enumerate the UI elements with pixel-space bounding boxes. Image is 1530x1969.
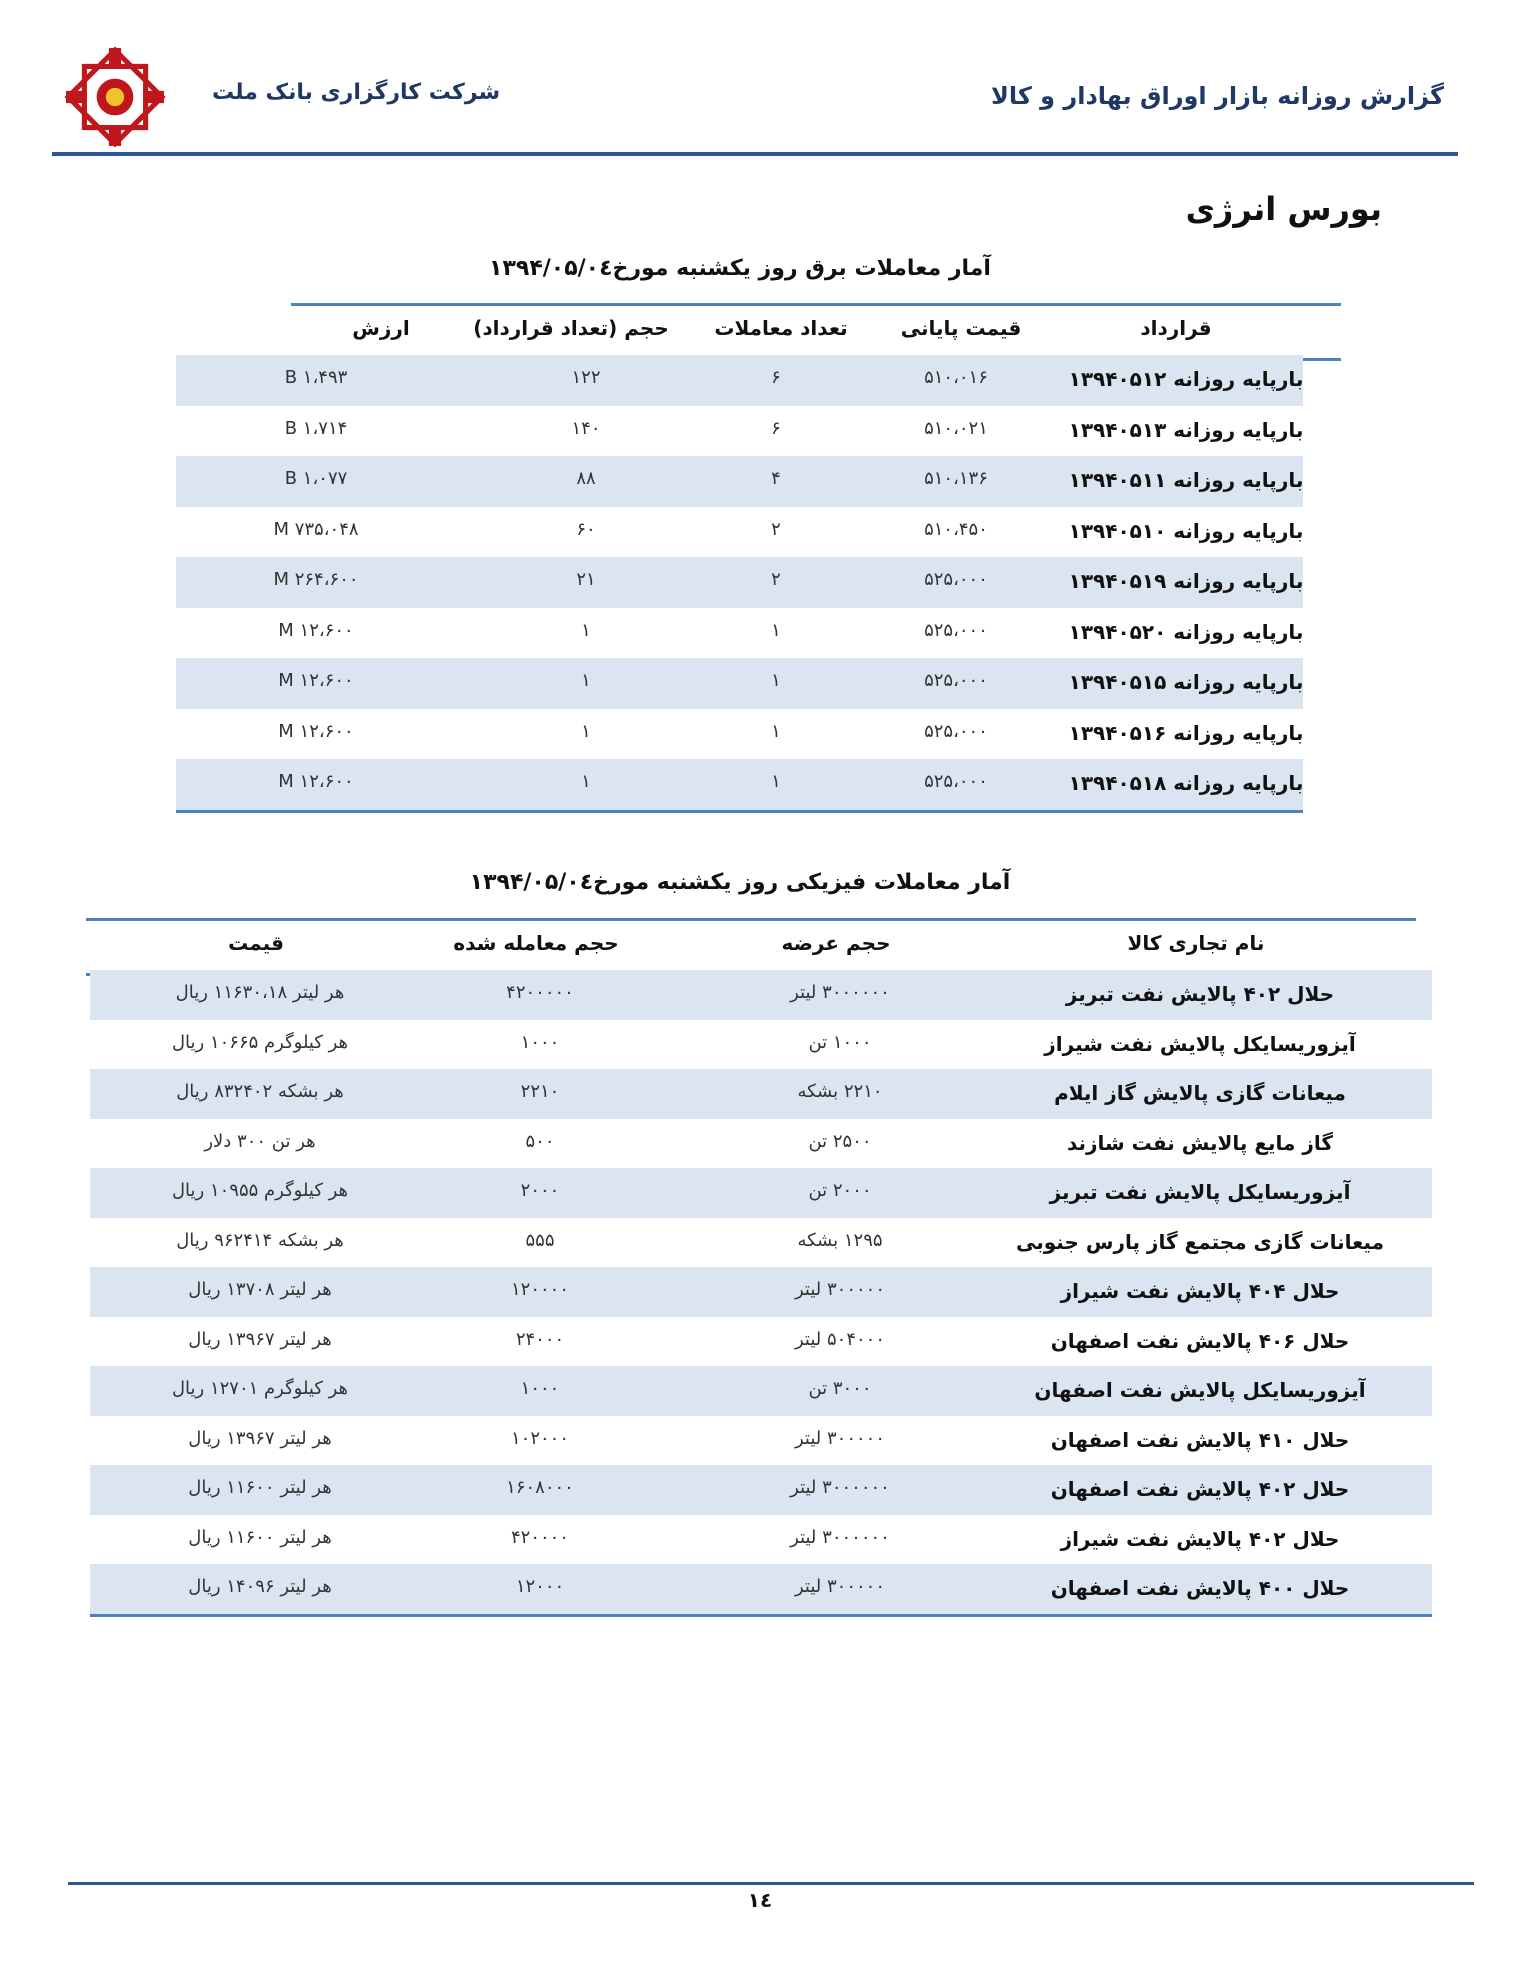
- value-cell: ۱،۰۷۷ B: [284, 468, 348, 489]
- value-cell: ۱۲،۶۰۰ M: [278, 619, 354, 641]
- electricity-table-title: آمار معاملات برق روز یکشنبه مورخ۱۳۹۴/۰۵/۰٤: [489, 256, 991, 281]
- supply-cell: ۳۰۰۰۰۰۰ لیتر: [790, 982, 890, 1003]
- contract-cell: بارپایه روزانه ۱۳۹۴۰۵۱۵: [1068, 670, 1304, 694]
- price-cell: هر لیتر ۱۴۰۹۶ ریال: [188, 1576, 332, 1597]
- commodity-cell: حلال ۴۱۰ پالایش نفت اصفهان: [1050, 1427, 1350, 1452]
- price-cell: هر بشکه ۹۶۲۴۱۴ ریال: [176, 1229, 344, 1251]
- volume-cell: ۲۱: [576, 569, 596, 590]
- supply-cell: ۳۰۰۰۰۰ لیتر: [794, 1576, 886, 1597]
- table-row: [90, 1366, 1432, 1416]
- table-row: [90, 1119, 1432, 1169]
- final-price-cell: ۵۲۵،۰۰۰: [924, 569, 988, 590]
- volume-cell: ۱۲۲: [571, 367, 601, 388]
- table-row: [90, 1168, 1432, 1218]
- traded-cell: ۴۲۰۰۰۰: [510, 1526, 569, 1548]
- supply-cell: ۲۰۰۰ تن: [808, 1180, 872, 1201]
- commodity-cell: آیزوریسایکل پالایش نفت شیراز: [1044, 1031, 1356, 1056]
- commodity-cell: حلال ۴۰۲ پالایش نفت تبریز: [1065, 982, 1335, 1006]
- final-price-cell: ۵۱۰،۴۵۰: [924, 518, 988, 540]
- value-cell: ۲۶۴،۶۰۰ M: [273, 569, 359, 590]
- supply-cell: ۲۵۰۰ تن: [808, 1130, 872, 1152]
- commodity-cell: آیزوریسایکل پالایش نفت اصفهان: [1034, 1378, 1366, 1402]
- price-cell: هر تن ۳۰۰ دلار: [204, 1130, 316, 1152]
- commodity-cell: حلال ۴۰۰ پالایش نفت اصفهان: [1050, 1576, 1350, 1600]
- table-row: [90, 1020, 1432, 1070]
- table-row: [90, 1069, 1432, 1119]
- contract-cell: بارپایه روزانه ۱۳۹۴۰۵۱۹: [1068, 569, 1304, 593]
- price-cell: هر لیتر ۱۱۶۰۰ ریال: [188, 1526, 332, 1548]
- column-header-commodity: نام تجاری کالا: [1127, 931, 1265, 955]
- supply-cell: ۳۰۰۰۰۰۰ لیتر: [790, 1477, 890, 1498]
- price-cell: هر کیلوگرم ۱۰۶۶۵ ریال: [171, 1031, 349, 1053]
- commodity-cell: آیزوریسایکل پالایش نفت تبریز: [1049, 1180, 1351, 1204]
- volume-cell: ۶۰: [576, 518, 596, 540]
- traded-cell: ۱۰۲۰۰۰: [510, 1427, 569, 1449]
- table-row: [90, 1267, 1432, 1317]
- supply-cell: ۳۰۰۰۰۰ لیتر: [794, 1427, 886, 1449]
- column-header-volume: حجم (تعداد قرارداد): [473, 316, 669, 340]
- trade-count-cell: ۱: [771, 670, 781, 691]
- trade-count-cell: ۱: [771, 771, 781, 792]
- physical-table-title: آمار معاملات فیزیکی روز یکشنبه مورخ۱۳۹۴/۰۵/۰٤: [469, 870, 1011, 895]
- trade-count-cell: ۲: [771, 518, 781, 540]
- supply-cell: ۳۰۰۰ تن: [808, 1378, 872, 1399]
- table-row: [90, 970, 1432, 1020]
- commodity-cell: میعانات گازی مجتمع گاز پارس جنوبی: [1016, 1229, 1384, 1254]
- final-price-cell: ۵۲۵،۰۰۰: [924, 771, 988, 792]
- table-row: [176, 658, 1303, 709]
- traded-cell: ۲۴۰۰۰: [515, 1328, 565, 1350]
- table-row: [176, 507, 1303, 558]
- page-header: [0, 0, 1530, 160]
- value-cell: ۱۲،۶۰۰ M: [278, 670, 354, 691]
- volume-cell: ۱: [581, 619, 591, 641]
- value-cell: ۱۲،۶۰۰ M: [278, 720, 354, 742]
- contract-cell: بارپایه روزانه ۱۳۹۴۰۵۱۸: [1068, 771, 1304, 795]
- final-price-cell: ۵۱۰،۰۱۶: [924, 367, 988, 388]
- traded-cell: ۱۲۰۰۰۰: [510, 1279, 569, 1300]
- traded-cell: ۱۰۰۰: [520, 1378, 560, 1399]
- value-cell: ۱،۴۹۳ B: [284, 367, 348, 388]
- final-price-cell: ۵۲۵،۰۰۰: [924, 670, 988, 691]
- trade-count-cell: ۲: [771, 569, 781, 590]
- price-cell: هر بشکه ۸۳۲۴۰۲ ریال: [176, 1081, 344, 1102]
- price-cell: هر کیلوگرم ۱۲۷۰۱ ریال: [171, 1378, 349, 1399]
- traded-cell: ۵۵۵: [525, 1229, 555, 1251]
- trade-count-cell: ۱: [771, 619, 781, 641]
- commodity-cell: گاز مایع پالایش نفت شازند: [1066, 1130, 1334, 1155]
- section-title: بورس انرژی: [1185, 190, 1382, 228]
- physical-table-body: [90, 970, 1432, 1617]
- value-cell: ۱۲،۶۰۰ M: [278, 771, 354, 792]
- final-price-cell: ۵۱۰،۱۳۶: [924, 468, 988, 489]
- header-divider: [52, 152, 1458, 156]
- commodity-cell: میعانات گازی پالایش گاز ایلام: [1054, 1081, 1346, 1105]
- table-row: [176, 406, 1303, 457]
- electricity-table-body: [176, 355, 1303, 813]
- volume-cell: ۱: [581, 670, 591, 691]
- volume-cell: ۱: [581, 720, 591, 742]
- page-number: ۱٤: [747, 1888, 773, 1912]
- price-cell: هر لیتر ۱۱۶۳۰،۱۸ ریال: [175, 982, 345, 1003]
- table-row: [176, 557, 1303, 608]
- column-header-value: ارزش: [352, 316, 410, 340]
- commodity-cell: حلال ۴۰۲ پالایش نفت اصفهان: [1050, 1477, 1350, 1501]
- price-cell: هر کیلوگرم ۱۰۹۵۵ ریال: [171, 1180, 349, 1201]
- table-row: [90, 1317, 1432, 1367]
- table-row: [176, 759, 1303, 810]
- commodity-cell: حلال ۴۰۲ پالایش نفت شیراز: [1060, 1526, 1340, 1551]
- final-price-cell: ۵۱۰،۰۲۱: [924, 417, 988, 439]
- contract-cell: بارپایه روزانه ۱۳۹۴۰۵۱۶: [1068, 720, 1304, 745]
- contract-cell: بارپایه روزانه ۱۳۹۴۰۵۱۲: [1068, 367, 1304, 391]
- commodity-cell: حلال ۴۰۶ پالایش نفت اصفهان: [1050, 1328, 1350, 1353]
- price-cell: هر لیتر ۱۳۹۶۷ ریال: [188, 1328, 332, 1350]
- traded-cell: ۵۰۰: [525, 1130, 555, 1152]
- traded-cell: ۱۰۰۰: [520, 1031, 560, 1053]
- table-row: [176, 456, 1303, 507]
- table-row: [90, 1416, 1432, 1466]
- price-cell: هر لیتر ۱۱۶۰۰ ریال: [188, 1477, 332, 1498]
- contract-cell: بارپایه روزانه ۱۳۹۴۰۵۱۳: [1068, 417, 1304, 442]
- trade-count-cell: ۶: [771, 417, 781, 439]
- electricity-table-header: [291, 303, 1341, 361]
- traded-cell: ۱۲۰۰۰: [515, 1576, 565, 1597]
- trade-count-cell: ۱: [771, 720, 781, 742]
- volume-cell: ۸۸: [576, 468, 596, 489]
- price-cell: هر لیتر ۱۳۷۰۸ ریال: [188, 1279, 332, 1300]
- table-row: [90, 1515, 1432, 1565]
- table-row: [176, 608, 1303, 659]
- table-row: [90, 1564, 1432, 1614]
- commodity-cell: حلال ۴۰۴ پالایش نفت شیراز: [1060, 1279, 1340, 1303]
- supply-cell: ۳۰۰۰۰۰۰ لیتر: [790, 1526, 890, 1548]
- table-row: [90, 1218, 1432, 1268]
- physical-table-header: [86, 918, 1416, 976]
- volume-cell: ۱۴۰: [571, 417, 601, 439]
- traded-cell: ۴۲۰۰۰۰۰: [506, 982, 574, 1003]
- column-header-price: قیمت: [228, 931, 284, 955]
- report-title: گزارش روزانه بازار اوراق بهادار و کالا: [990, 82, 1444, 110]
- supply-cell: ۵۰۴۰۰۰ لیتر: [794, 1328, 886, 1350]
- column-header-supply: حجم عرضه: [781, 931, 891, 955]
- trade-count-cell: ۶: [771, 367, 781, 388]
- trade-count-cell: ۴: [771, 468, 781, 489]
- value-cell: ۱،۷۱۴ B: [284, 417, 348, 439]
- traded-cell: ۲۲۱۰: [520, 1081, 560, 1102]
- column-header-traded: حجم معامله شده: [453, 931, 619, 955]
- value-cell: ۷۳۵،۰۴۸ M: [273, 518, 359, 540]
- final-price-cell: ۵۲۵،۰۰۰: [924, 720, 988, 742]
- traded-cell: ۱۶۰۸۰۰۰: [506, 1477, 574, 1498]
- volume-cell: ۱: [581, 771, 591, 792]
- contract-cell: بارپایه روزانه ۱۳۹۴۰۵۱۰: [1068, 518, 1304, 543]
- footer-divider: [68, 1882, 1474, 1885]
- supply-cell: ۲۲۱۰ بشکه: [797, 1081, 883, 1102]
- table-row: [90, 1465, 1432, 1515]
- contract-cell: بارپایه روزانه ۱۳۹۴۰۵۲۰: [1068, 619, 1304, 644]
- company-name: شرکت کارگزاری بانک ملت: [212, 80, 501, 105]
- final-price-cell: ۵۲۵،۰۰۰: [924, 619, 988, 641]
- supply-cell: ۱۰۰۰ تن: [808, 1031, 872, 1053]
- column-header-final-price: قیمت پایانی: [900, 316, 1022, 340]
- supply-cell: ۱۲۹۵ بشکه: [797, 1229, 883, 1251]
- column-header-contract: قرارداد: [1140, 316, 1212, 340]
- traded-cell: ۲۰۰۰: [520, 1180, 560, 1201]
- column-header-trade-count: تعداد معاملات: [714, 316, 848, 340]
- bank-mellat-logo: [64, 46, 166, 148]
- table-row: [176, 355, 1303, 406]
- supply-cell: ۳۰۰۰۰۰ لیتر: [794, 1279, 886, 1300]
- contract-cell: بارپایه روزانه ۱۳۹۴۰۵۱۱: [1068, 468, 1304, 492]
- table-row: [176, 709, 1303, 760]
- price-cell: هر لیتر ۱۳۹۶۷ ریال: [188, 1427, 332, 1449]
